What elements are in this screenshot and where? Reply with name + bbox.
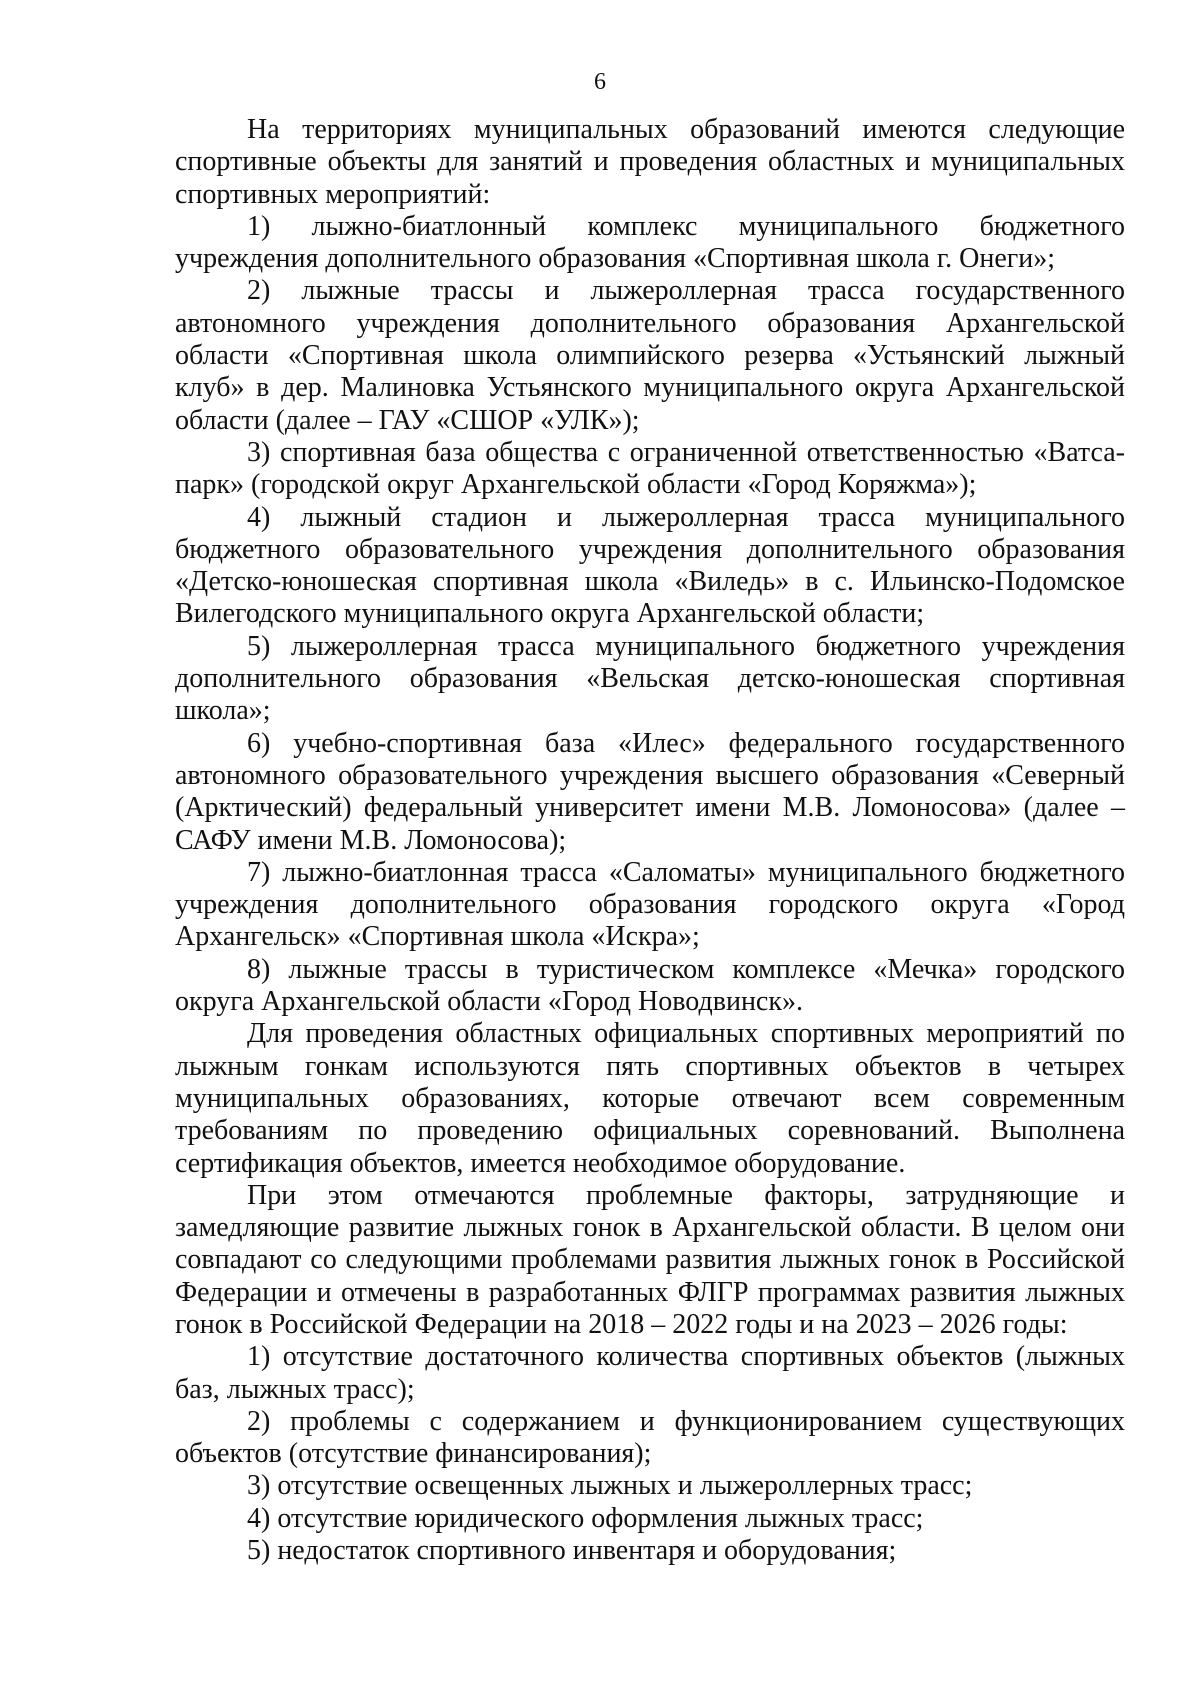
page-number: 6 bbox=[594, 69, 606, 95]
list-item: 5) недостаток спортивного инвентаря и оборудования; bbox=[247, 1535, 897, 1567]
document-body bbox=[175, 114, 1125, 1567]
list-item: 1) лыжно-биатлонный комплекс муниципального бюджетного учреждения дополнительного образования «Спортивная школа г. Онеги»; bbox=[175, 210, 1125, 275]
list-item: 1) отсутствие достаточного количества спортивных объектов (лыжных баз, лыжных трасс); bbox=[175, 1341, 1125, 1405]
list-item: 8) лыжные трассы в туристическом комплексе «Мечка» городского округа Архангельской области «Город Новодвинск». bbox=[175, 953, 1125, 1018]
list-item: 7) лыжно-биатлонная трасса «Саломаты» муниципального бюджетного учреждения дополнительного образования городского округа «Город Архангельск» «Спортивная школа «Искра»; bbox=[175, 856, 1125, 953]
list-item: 2) проблемы с содержанием и функционированием существующих объектов (отсутствие финансирования); bbox=[175, 1405, 1125, 1470]
list-item: 3) спортивная база общества с ограниченной ответственностью «Ватса-парк» (городской округ Архангельской области «Город Коряжма»); bbox=[175, 436, 1125, 501]
paragraph: При этом отмечаются проблемные факторы, затрудняющие и замедляющие развитие лыжных гонок в Архангельской области. В целом они совпадают со следующими проблемами развития лыжных гонок в Российской Федерации и отмечены в разработанных ФЛГР программах развития лыжных гонок в Российской Федерации на 2018 – 2022 годы и на 2023 – 2026 годы: bbox=[175, 1179, 1125, 1340]
list-item: 3) отсутствие освещенных лыжных и лыжероллерных трасс; bbox=[247, 1470, 973, 1502]
list-item: 6) учебно-спортивная база «Илес» федерального государственного автономного образовательного учреждения высшего образования «Северный (Арктический) федеральный университет имени М.В. Ломоносова» (далее – САФУ имени М.В. Ломоносова); bbox=[175, 727, 1125, 856]
list-item: 4) лыжный стадион и лыжероллерная трасса муниципального бюджетного образовательного учреждения дополнительного образования «Детско-юношеская спортивная школа «Виледь» в с. Ильинско-Подомское Вилегодского муниципального округа Архангельской области; bbox=[175, 501, 1125, 630]
paragraph: Для проведения областных официальных спортивных мероприятий по лыжным гонкам используются пять спортивных объектов в четырех муниципальных образованиях, которые отвечают всем современным требованиям по проведению официальных соревнований. Выполнена сертификация объектов, имеется необходимое оборудование. bbox=[175, 1018, 1125, 1179]
paragraph: На территориях муниципальных образований имеются следующие спортивные объекты для занятий и проведения областных и муниципальных спортивных мероприятий: bbox=[175, 114, 1125, 210]
list-item: 2) лыжные трассы и лыжероллерная трасса государственного автономного учреждения дополнительного образования Архангельской области «Спортивная школа олимпийского резерва «Устьянский лыжный клуб» в дер. Малиновка Устьянского муниципального округа Архангельской области (далее – ГАУ «СШОР «УЛК»); bbox=[175, 275, 1125, 436]
list-item: 5) лыжероллерная трасса муниципального бюджетного учреждения дополнительного образования «Вельская детско-юношеская спортивная школа»; bbox=[175, 630, 1125, 727]
list-item: 4) отсутствие юридического оформления лыжных трасс; bbox=[247, 1502, 924, 1534]
